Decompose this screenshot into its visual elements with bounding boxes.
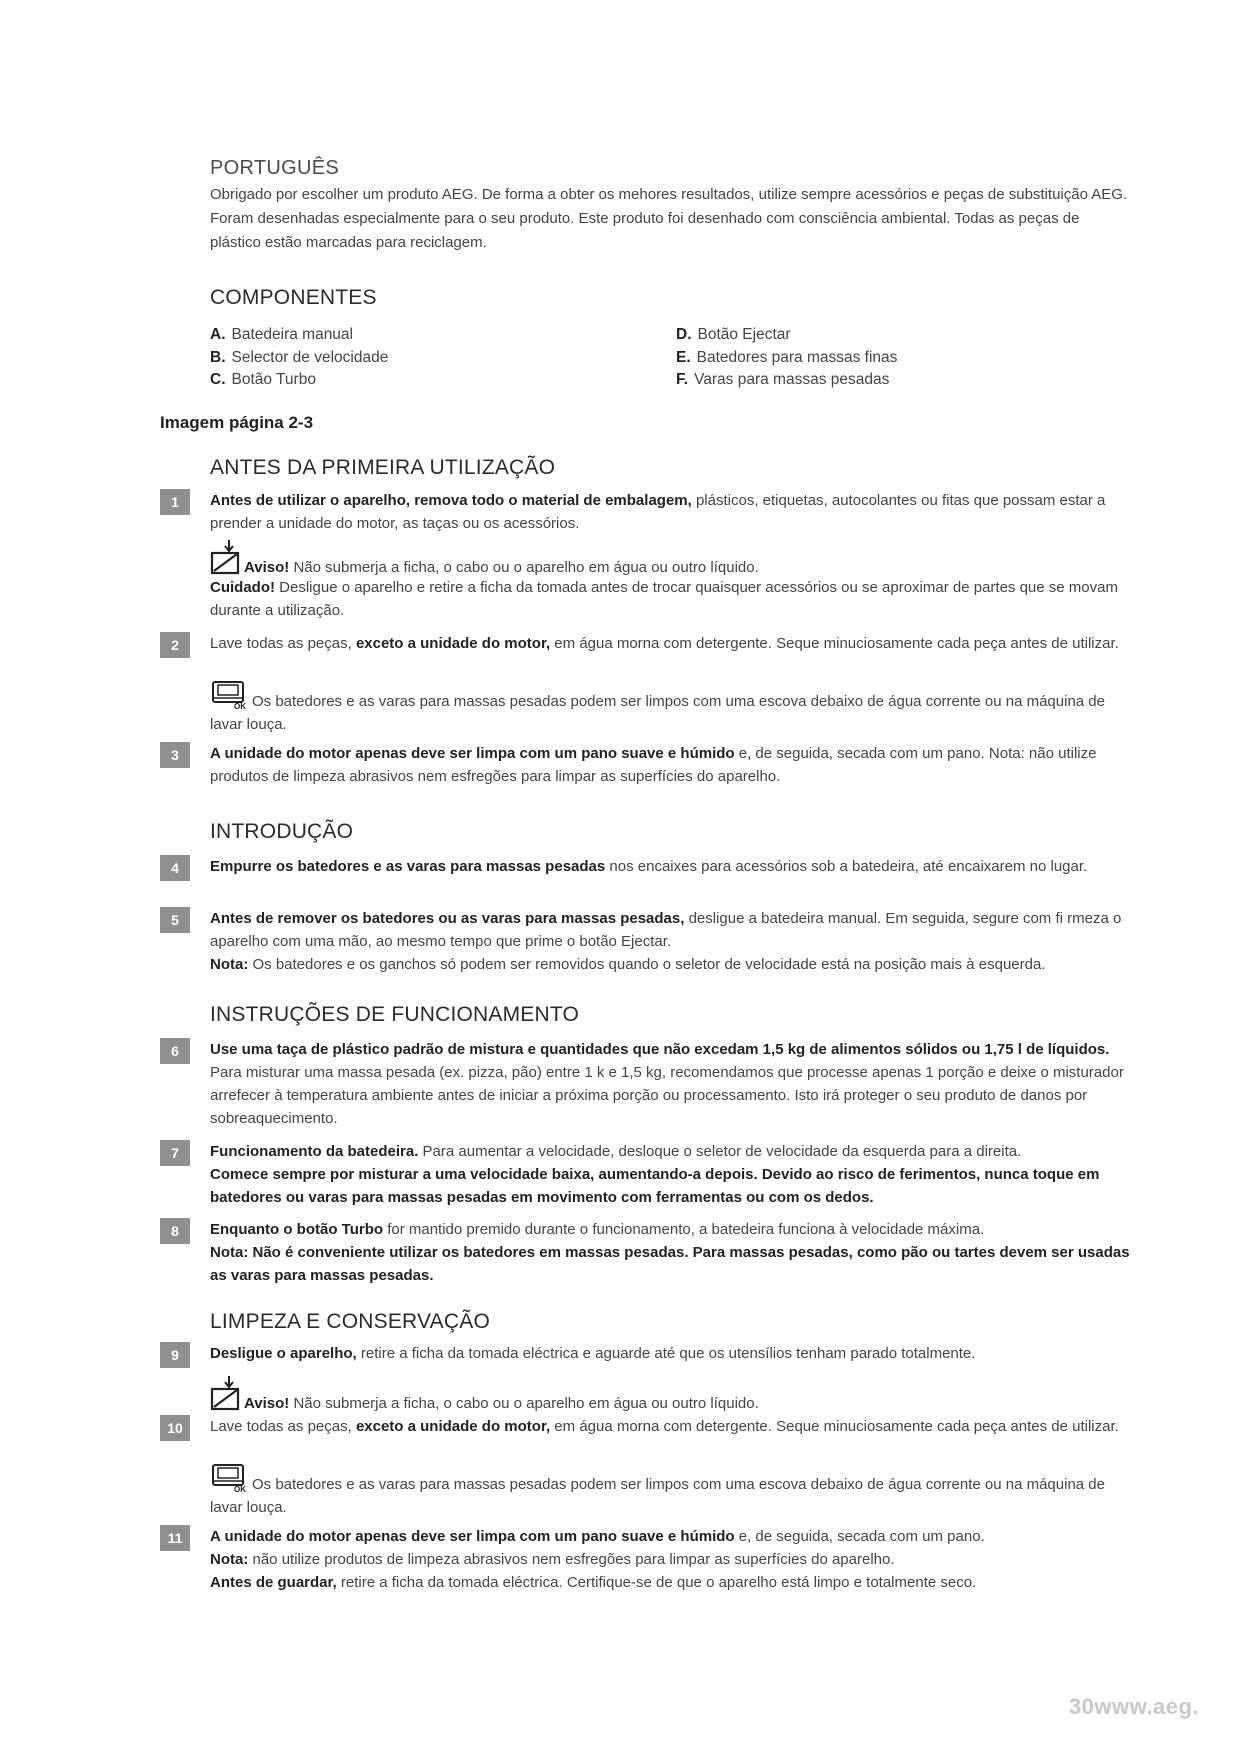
step-number-badge: 2 bbox=[160, 632, 190, 658]
dishwasher-note-2 bbox=[210, 1463, 1130, 1519]
step-number-badge: 9 bbox=[160, 1342, 190, 1368]
step-6-text: Use uma taça de plástico padrão de mistura e quantidades que não excedam 1,5 kg de alimentos sólidos ou 1,75 l de líquidos. Para misturar uma massa pesada (ex. pizza, pão) entre 1 k e 1,5 kg, recomendamos que processe apenas 1 porção e deixe o misturador arrefecer à temperatura ambiente antes de iniciar a próxima porção ou processamento. Isto irá proteger o seu produto de danos por sobreaquecimento. bbox=[210, 1041, 1124, 1127]
warning-1-label: Aviso! bbox=[244, 559, 290, 576]
components-heading: COMPONENTES bbox=[210, 286, 377, 309]
component-b: B. Selector de velocidade bbox=[210, 349, 389, 366]
dishwasher-note-1-text: Os batedores e as varas para massas pesadas podem ser limpos com uma escova debaixo de água corrente ou na máquina de lavar louça. bbox=[210, 693, 1105, 733]
step-number-badge: 4 bbox=[160, 855, 190, 881]
step-11-text: A unidade do motor apenas deve ser limpa com um pano suave e húmido e, de seguida, secada com um pano. Nota: não utilize produtos de limpeza abrasivos nem esfregões para limpar as superfícies do aparelho. Antes de guardar, retire a ficha da tomada eléctrica. Certifique-se de que o aparelho está limpo e totalmente seco. bbox=[210, 1528, 985, 1591]
step-8-text: Enquanto o botão Turbo for mantido premido durante o funcionamento, a batedeira funciona à velocidade máxima. Nota: Não é conveniente utilizar os batedores em massas pesadas. Para massas pesadas, como pão ou tartes devem ser usadas as varas para massas pesadas. bbox=[210, 1221, 1130, 1284]
svg-text:OK: OK bbox=[234, 1485, 246, 1493]
step-7-text: Funcionamento da batedeira. Para aumentar a velocidade, desloque o seletor de velocidade da esquerda para a direita. Comece sempre por misturar a uma velocidade baixa, aumentando-a depois. Devido ao risco de ferimentos, nunca toque em batedores ou varas para massas pesadas em movimento com ferramentas ou com os dedos. bbox=[210, 1143, 1100, 1206]
step-number-badge: 6 bbox=[160, 1038, 190, 1064]
component-c: C. Botão Turbo bbox=[210, 371, 316, 388]
dishwasher-safe-icon bbox=[210, 680, 250, 710]
svg-text:OK: OK bbox=[234, 702, 246, 710]
step-1-text: Antes de utilizar o aparelho, remova todo o material de embalagem, plásticos, etiquetas, autocolantes ou fitas que possam estar a prender a unidade do motor, as taças ou os acessórios. bbox=[210, 492, 1106, 532]
step-9-text: Desligue o aparelho, retire a ficha da tomada eléctrica e aguarde até que os utensílios tenham parado totalmente. bbox=[210, 1345, 976, 1362]
step-number-badge: 5 bbox=[160, 907, 190, 933]
language-title: PORTUGUÊS bbox=[210, 157, 340, 179]
step-number-badge: 7 bbox=[160, 1140, 190, 1166]
intro-paragraph: Obrigado por escolher um produto AEG. De forma a obter os mehores resultados, utilize sempre acessórios e peças de substituição AEG. Foram desenhadas especialmente para o seu produto. Este produto foi desenhado com consciência ambiental. Todas as peças de plástico estão marcadas para reciclagem. bbox=[210, 186, 1128, 251]
warning-1 bbox=[210, 540, 1130, 579]
component-d: D. Botão Ejectar bbox=[676, 326, 791, 343]
component-a: A. Batedeira manual bbox=[210, 326, 353, 343]
cleaning-heading: LIMPEZA E CONSERVAÇÃO bbox=[210, 1310, 490, 1333]
component-e: E. Batedores para massas finas bbox=[676, 349, 898, 366]
step-number-badge: 1 bbox=[160, 489, 190, 515]
step-10-text: Lave todas as peças, exceto a unidade do motor, em água morna com detergente. Seque minuciosamente cada peça antes de utilizar. bbox=[210, 1418, 1119, 1435]
introduction-heading: INTRODUÇÃO bbox=[210, 820, 354, 843]
dishwasher-safe-icon bbox=[210, 1463, 250, 1493]
component-f: F. Varas para massas pesadas bbox=[676, 371, 890, 388]
page-footer: 30www.aeg. bbox=[1068, 1694, 1199, 1719]
operating-instructions-heading: INSTRUÇÕES DE FUNCIONAMENTO bbox=[210, 1003, 580, 1026]
step-5-text: Antes de remover os batedores ou as varas para massas pesadas, desligue a batedeira manual. Em seguida, segure com fi rmeza o aparelho com uma mão, ao mesmo tempo que prime o botão Ejectar. Nota: Os batedores e os ganchos só podem ser removidos quando o seletor de velocidade está na posição mais à esquerda. bbox=[210, 910, 1122, 973]
dishwasher-note-1 bbox=[210, 680, 1130, 736]
step-number-badge: 3 bbox=[160, 742, 190, 768]
step-number-badge: 11 bbox=[160, 1525, 190, 1551]
step-2-text: Lave todas as peças, exceto a unidade do motor, em água morna com detergente. Seque minuciosamente cada peça antes de utilizar. bbox=[210, 635, 1119, 652]
step-4-text: Empurre os batedores e as varas para massas pesadas nos encaixes para acessórios sob a batedeira, até encaixarem no lugar. bbox=[210, 858, 1088, 875]
step-3-text: A unidade do motor apenas deve ser limpa com um pano suave e húmido e, de seguida, secada com um pano. Nota: não utilize produtos de limpeza abrasivos nem esfregões para limpar as superfícies do aparelho. bbox=[210, 745, 1097, 785]
no-immersion-warning-icon bbox=[210, 540, 242, 576]
before-first-use-heading: ANTES DA PRIMEIRA UTILIZAÇÃO bbox=[210, 456, 556, 479]
step-number-badge: 8 bbox=[160, 1218, 190, 1244]
step-number-badge: 10 bbox=[160, 1415, 190, 1441]
warning-1-text: Não submerja a ficha, o cabo ou o aparelho em água ou outro líquido. bbox=[289, 559, 759, 576]
image-reference-note: Imagem página 2-3 bbox=[160, 413, 314, 432]
warning-2-label: Aviso! bbox=[244, 1395, 290, 1412]
no-immersion-warning-icon bbox=[210, 1376, 242, 1412]
warning-2-text: Não submerja a ficha, o cabo ou o aparelho em água ou outro líquido. bbox=[289, 1395, 759, 1412]
dishwasher-note-2-text: Os batedores e as varas para massas pesadas podem ser limpos com uma escova debaixo de água corrente ou na máquina de lavar louça. bbox=[210, 1476, 1105, 1516]
warning-2 bbox=[210, 1376, 1130, 1415]
caution-1: Cuidado! Desligue o aparelho e retire a ficha da tomada antes de trocar quaisquer acessórios ou se aproximar de partes que se movam durante a utilização. bbox=[210, 579, 1118, 619]
